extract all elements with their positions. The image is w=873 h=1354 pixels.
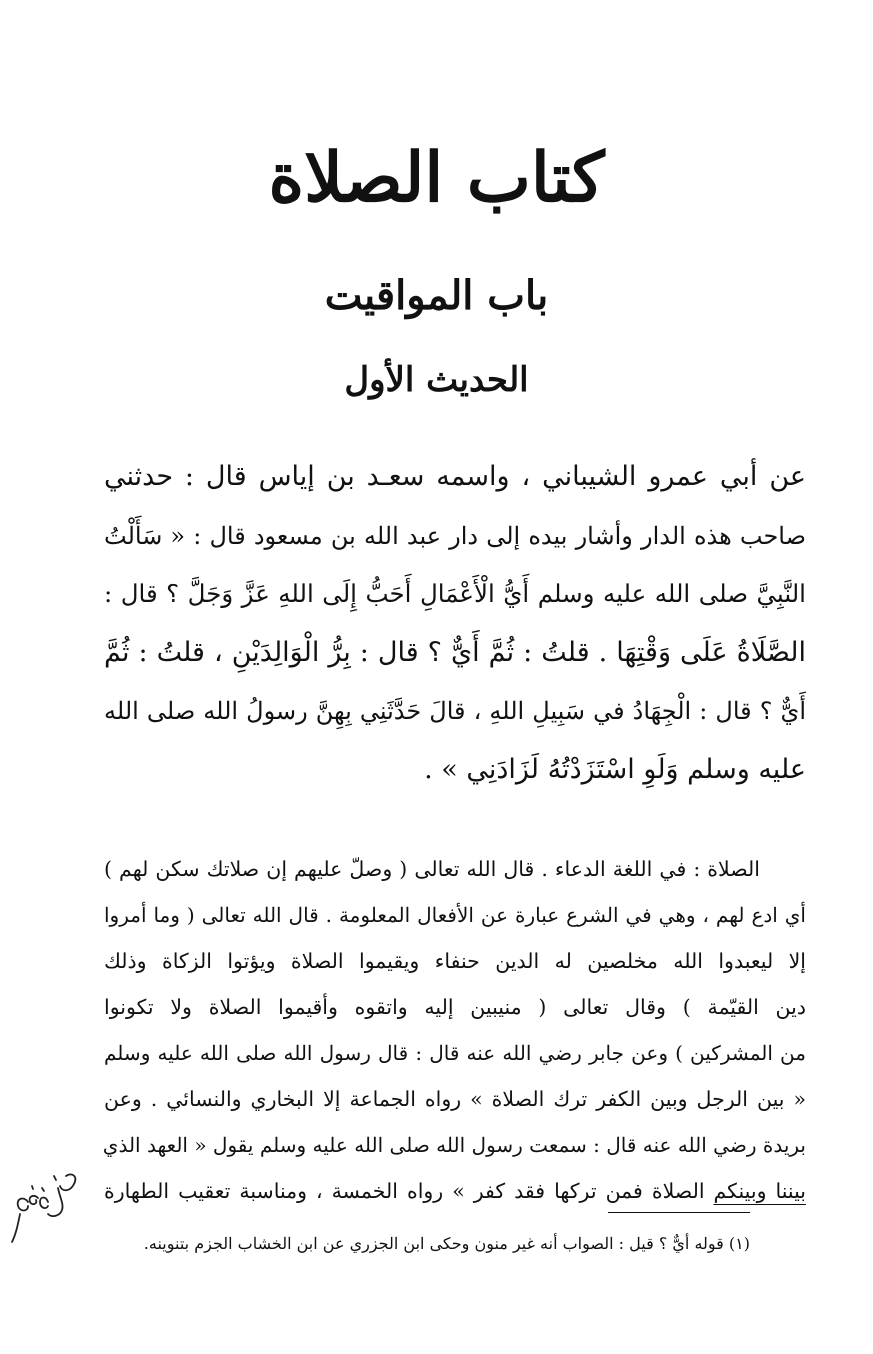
commentary-line: بريدة رضي الله عنه قال : سمعت رسول الله صلى الله عليه وسلم يقول « العهد الذي xyxy=(102,1133,806,1157)
commentary-line: أي ادع لهم ، وهي في الشرع عبارة عن الأفعال المعلومة . قال الله تعالى ( وما أمروا xyxy=(104,903,806,927)
hadith-line: الصَّلَاةُ عَلَى وَقْتِهَا . قلتُ : ثُمَّ أَيٌّ ؟ قال : بِرُّ الْوَالِدَيْنِ ، قلتُ : ثُمَّ xyxy=(104,636,806,668)
handwritten-note-drawing xyxy=(2,1162,88,1262)
hadith-line: النَّبِيَّ صلى الله عليه وسلم أَيُّ الْأَعْمَالِ أَحَبُّ إِلَى اللهِ عَزَّ وَجَلَّ ؟ قال : xyxy=(104,579,806,608)
commentary-line-last xyxy=(104,1168,806,1214)
commentary-line: إلا ليعبدوا الله مخلصين له الدين حنفاء ويقيموا الصلاة ويؤتوا الزكاة وذلك xyxy=(104,949,806,973)
chapter-title: باب المواقيت xyxy=(324,272,549,319)
hadith-line: عن أبي عمرو الشيباني ، واسمه سعـد بن إياس قال : حدثني xyxy=(104,461,806,492)
commentary xyxy=(104,846,806,1214)
book-title: كتاب الصلاة xyxy=(268,138,605,218)
hadith-line: صاحب هذه الدار وأشار بيده إلى دار عبد الله بن مسعود قال : « سَأَلْتُ xyxy=(104,521,806,550)
commentary-line: الصلاة : في اللغة الدعاء . قال الله تعالى ( وصلّ عليهم إن صلاتك سكن لهم ) xyxy=(104,857,760,881)
commentary-line: دين القيّمة ) وقال تعالى ( منيبين إليه واتقوه وأقيموا الصلاة ولا تكونوا xyxy=(104,995,806,1019)
commentary-line-rest: الصلاة فمن تركها فقد كفر » رواه الخمسة ، ومناسبة تعقيب الطهارة xyxy=(104,1179,705,1203)
footnote-divider xyxy=(608,1212,750,1213)
underlined-phrase: بيننا وبينكم xyxy=(713,1179,806,1203)
hadith-line: أَيٌّ ؟ قال : الْجِهَادُ في سَبِيلِ اللهِ ، قالَ حَدَّثَنِي بِهِنَّ رسولُ الله صلى الله xyxy=(104,697,806,725)
footnote: (١) قوله أيٌّ ؟ قيل : الصواب أنه غير منون وحكى ابن الجزري عن ابن الخشاب الجزم بتنوينه. xyxy=(143,1234,750,1253)
hadith-text xyxy=(104,448,806,799)
commentary-line: من المشركين ) وعن جابر رضي الله عنه قال : قال رسول الله صلى الله عليه وسلم xyxy=(104,1041,806,1065)
handwritten-margin-note xyxy=(2,1162,88,1262)
commentary-line: « بين الرجل وبين الكفر ترك الصلاة » رواه الجماعة إلا البخاري والنسائي . وعن xyxy=(104,1087,806,1111)
hadith-title: الحديث الأول xyxy=(344,360,529,400)
hadith-line: عليه وسلم وَلَوِ اسْتَزَدْتُهُ لَزَادَنِي » . xyxy=(424,753,806,785)
